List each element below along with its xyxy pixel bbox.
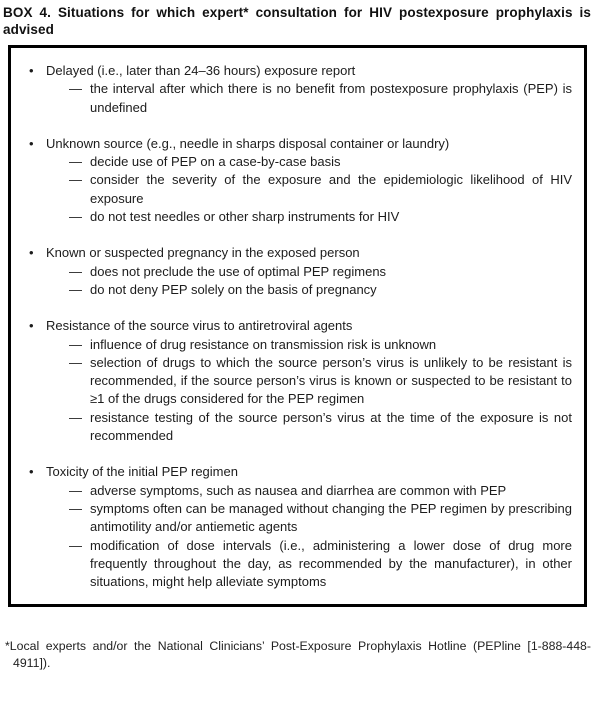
dash-icon: — <box>69 500 81 516</box>
sub-item <box>69 537 572 592</box>
dash-icon: — <box>69 354 81 370</box>
sub-item <box>69 409 572 446</box>
sub-item-text: symptoms often can be managed without changing the PEP regimen by prescribing antimotility and/or antiemetic agents <box>90 500 572 535</box>
sub-item <box>69 263 572 281</box>
sub-item <box>69 153 572 171</box>
sub-item <box>69 208 572 226</box>
box-4-frame <box>8 45 587 607</box>
list-item <box>28 244 572 299</box>
bullet-icon: • <box>29 318 34 334</box>
dash-icon: — <box>69 537 81 553</box>
bullet-list <box>28 62 572 591</box>
list-item-body <box>46 62 572 117</box>
sub-item-list <box>46 153 572 226</box>
bullet-icon: • <box>29 135 34 151</box>
bullet-icon: • <box>29 245 34 261</box>
sub-item-text: influence of drug resistance on transmission risk is unknown <box>90 336 437 352</box>
dash-icon: — <box>69 172 81 188</box>
list-item <box>28 62 572 117</box>
list-item-body <box>46 135 572 226</box>
list-item-label: Known or suspected pregnancy in the exposed person <box>46 245 360 261</box>
sub-item <box>69 171 572 208</box>
sub-item <box>69 354 572 409</box>
sub-item-list <box>46 263 572 300</box>
sub-item-text: adverse symptoms, such as nausea and diarrhea are common with PEP <box>90 482 507 498</box>
sub-item-text: decide use of PEP on a case-by-case basis <box>90 154 341 170</box>
list-item-label: Resistance of the source virus to antiretroviral agents <box>46 318 353 334</box>
dash-icon: — <box>69 263 81 279</box>
list-item <box>28 135 572 226</box>
list-item <box>28 463 572 591</box>
sub-item-text: the interval after which there is no benefit from postexposure prophylaxis (PEP) is undefined <box>90 81 572 115</box>
list-item-label: Unknown source (e.g., needle in sharps disposal container or laundry) <box>46 135 450 151</box>
footnote: *Local experts and/or the National Clinicians’ Post-Exposure Prophylaxis Hotline (PEPline [1-888-448-4911]). <box>5 639 591 671</box>
bullet-icon: • <box>29 63 34 78</box>
sub-item-text: do not test needles or other sharp instruments for HIV <box>90 209 400 225</box>
sub-item <box>69 482 572 500</box>
sub-item <box>69 500 572 537</box>
sub-item <box>69 336 572 354</box>
list-item-body <box>46 317 572 445</box>
sub-item-text: selection of drugs to which the source person’s virus is unlikely to be resistant is recommended, if the source person’s virus is known or suspected to be resistant to ≥1 of the drugs considered for the PEP regimen <box>90 354 572 407</box>
dash-icon: — <box>69 482 81 498</box>
list-item-body <box>46 463 572 591</box>
sub-item-text: modification of dose intervals (i.e., administering a lower dose of drug more frequently throughout the day, as recommended by the manufacturer), in other situations, might help alleviate symptoms <box>90 537 572 590</box>
box-title: BOX 4. Situations for which expert* consultation for HIV postexposure prophylaxis is advised <box>3 5 591 37</box>
sub-item-text: resistance testing of the source person’s virus at the time of the exposure is not recommended <box>90 409 572 444</box>
sub-item <box>69 281 572 299</box>
dash-icon: — <box>69 209 81 225</box>
sub-item-text: consider the severity of the exposure and the epidemiologic likelihood of HIV exposure <box>90 172 572 206</box>
dash-icon: — <box>69 81 81 97</box>
sub-item-list <box>46 80 572 117</box>
sub-item-list <box>46 336 572 446</box>
dash-icon: — <box>69 409 81 425</box>
list-item-label: Delayed (i.e., later than 24–36 hours) exposure report <box>46 63 356 78</box>
bullet-icon: • <box>29 464 34 480</box>
sub-item-list <box>46 482 572 592</box>
list-item-body <box>46 244 572 299</box>
sub-item-text: does not preclude the use of optimal PEP regimens <box>90 263 387 279</box>
sub-item-text: do not deny PEP solely on the basis of pregnancy <box>90 281 377 297</box>
dash-icon: — <box>69 336 81 352</box>
list-item <box>28 317 572 445</box>
sub-item <box>69 80 572 117</box>
dash-icon: — <box>69 154 81 170</box>
dash-icon: — <box>69 281 81 297</box>
list-item-label: Toxicity of the initial PEP regimen <box>46 464 238 480</box>
